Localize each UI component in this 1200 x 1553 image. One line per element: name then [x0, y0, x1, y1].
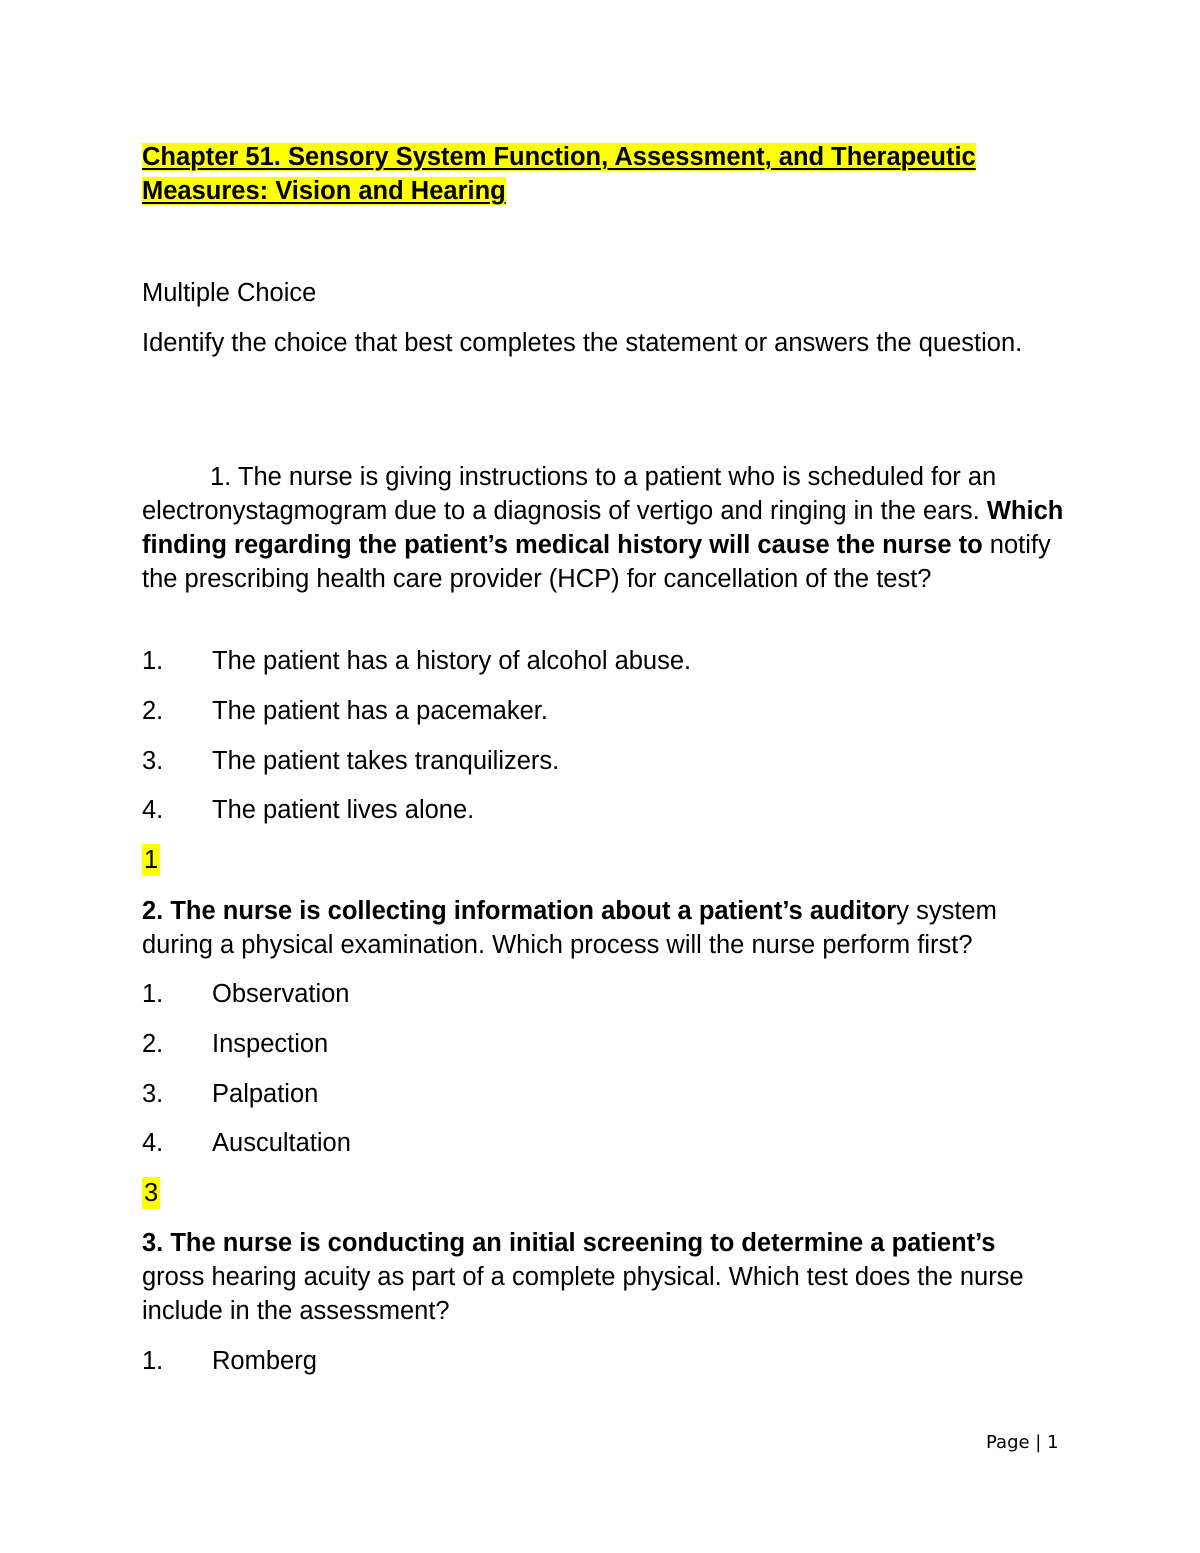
question-2-answer: 3 — [144, 1179, 159, 1207]
question-2-stem-bold: 2. The nurse is collecting information about a patient’s auditor — [142, 897, 897, 925]
question-1-option-2: 2. The patient has a pacemaker. — [142, 697, 548, 725]
question-3-option-1: 1. Romberg — [142, 1347, 317, 1375]
question-1-option-1: 1. The patient has a history of alcohol abuse. — [142, 647, 692, 675]
question-1-stem-bold: Which finding regarding the patient’s medical history will cause the nurse to — [142, 497, 1064, 559]
question-1-answer: 1 — [144, 846, 159, 874]
page-number-footer: Page | 1 — [986, 1432, 1059, 1453]
chapter-title-text: Chapter 51. Sensory System Function, Assessment, and Therapeutic Measures: Vision and Hearing — [142, 143, 976, 205]
question-2-option-4: 4. Auscultation — [142, 1129, 351, 1157]
section-heading: Multiple Choice — [142, 279, 317, 307]
question-2-stem-rest: y system during a physical examination. Which process will the nurse perform first? — [142, 897, 997, 959]
question-1-option-4: 4. The patient lives alone. — [142, 796, 475, 824]
question-2-stem — [142, 894, 1062, 962]
chapter-title — [142, 140, 1062, 208]
question-3-stem-rest: gross hearing acuity as part of a complete physical. Which test does the nurse include in the assessment? — [142, 1263, 1024, 1325]
question-3-stem-bold: 3. The nurse is conducting an initial screening to determine a patient’s — [142, 1229, 996, 1257]
question-1-stem-intro: 1. The nurse is giving instructions to a patient who is scheduled for an electronystagmogram due to a diagnosis of vertigo and ringing in the ears. — [142, 463, 997, 525]
question-2-option-1: 1. Observation — [142, 980, 350, 1008]
question-1-stem-end: notify the prescribing health care provider (HCP) for cancellation of the test? — [142, 531, 1051, 593]
question-1-stem — [142, 460, 1072, 596]
question-2-option-3: 3. Palpation — [142, 1080, 319, 1108]
instructions: Identify the choice that best completes the statement or answers the question. — [142, 329, 1023, 357]
question-1-option-3: 3. The patient takes tranquilizers. — [142, 747, 560, 775]
question-2-option-2: 2. Inspection — [142, 1030, 329, 1058]
question-3-stem — [142, 1226, 1062, 1328]
